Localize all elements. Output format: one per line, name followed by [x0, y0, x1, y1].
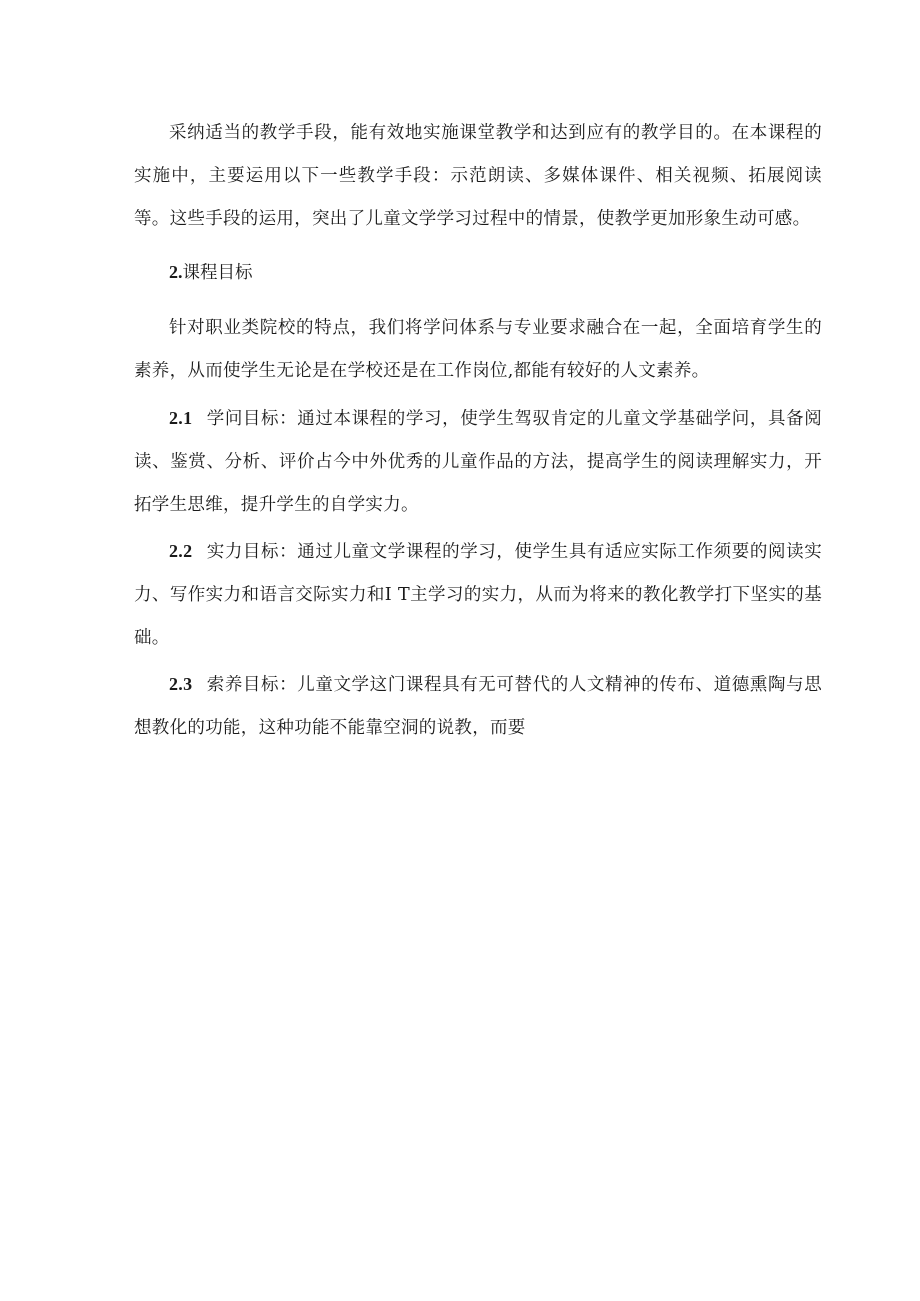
- subsection-2-2: [134, 530, 822, 660]
- subsection-number: 2.3: [169, 674, 193, 694]
- section-number: 2.: [169, 262, 183, 282]
- subsection-text: 索养目标：儿童文学这门课程具有无可替代的人文精神的传布、道德熏陶与思想教化的功能，这种功能不能靠空洞的说教，而要: [134, 675, 822, 738]
- subsection-2-1: [134, 397, 822, 527]
- section-heading: [134, 251, 822, 295]
- section-intro-paragraph: 针对职业类院校的特点，我们将学问体系与专业要求融合在一起，全面培育学生的素养，从而使学生无论是在学校还是在工作岗位,都能有较好的人文素养。: [134, 318, 822, 381]
- subsection-2-3: [134, 663, 822, 750]
- subsection-text: 学问目标：通过本课程的学习，使学生驾驭肯定的儿童文学基础学问，具备阅读、鉴赏、分析、评价占今中外优秀的儿童作品的方法，提高学生的阅读理解实力，开拓学生思维，提升学生的自学实力。: [134, 409, 822, 515]
- document-page: [134, 112, 822, 750]
- intro-paragraph: 采纳适当的教学手段，能有效地实施课堂教学和达到应有的教学目的。在本课程的实施中，主要运用以下一些教学手段：示范朗读、多媒体课件、相关视频、拓展阅读等。这些手段的运用，突出了儿童文学学习过程中的情景，使教学更加形象生动可感。: [134, 123, 822, 229]
- subsection-text: 实力目标：通过儿童文学课程的学习，使学生具有适应实际工作须要的阅读实力、写作实力和语言交际实力和I T主学习的实力，从而为将来的教化教学打下坚实的基础。: [134, 542, 822, 648]
- subsection-number: 2.1: [169, 408, 193, 428]
- subsection-number: 2.2: [169, 541, 193, 561]
- section-title: 课程目标: [182, 263, 253, 283]
